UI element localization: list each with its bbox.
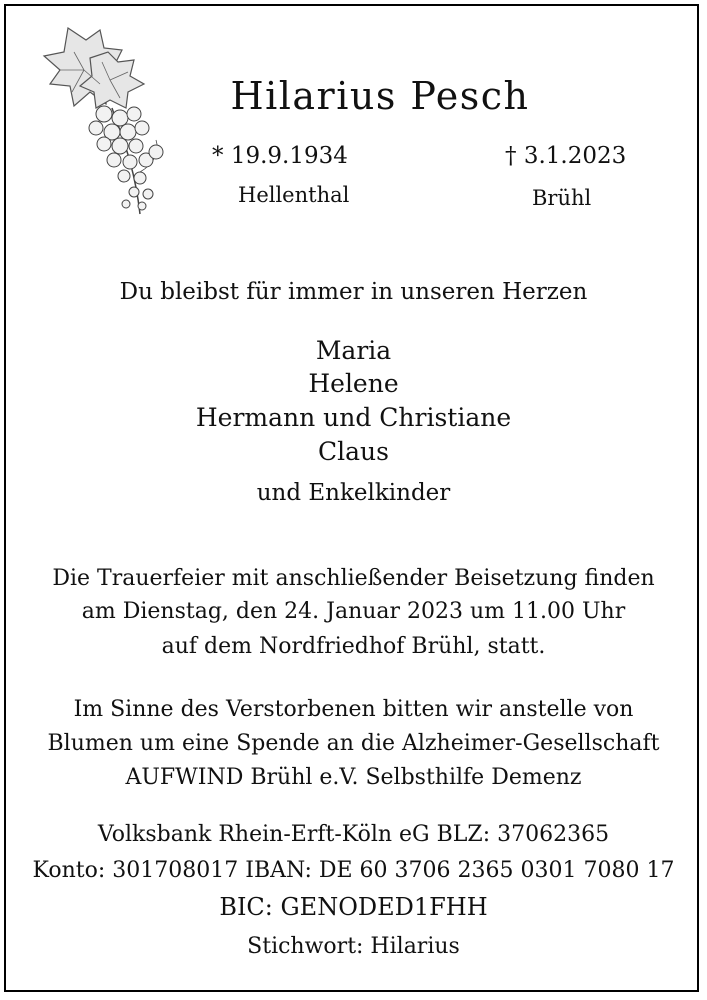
grape-vine-icon: [30, 22, 175, 227]
family-member: Hermann und Christiane: [195, 403, 512, 432]
family-member: Helene: [308, 369, 399, 398]
family-member: Claus: [318, 437, 389, 466]
donation-line: Im Sinne des Verstorbenen bitten wir anstelle von: [73, 697, 634, 722]
motto: Du bleibst für immer in unseren Herzen: [119, 279, 588, 305]
deceased-name: Hilarius Pesch: [230, 74, 530, 118]
service-line: Die Trauerfeier mit anschließender Beisetzung finden: [52, 566, 655, 591]
service-line: auf dem Nordfriedhof Brühl, statt.: [161, 634, 546, 659]
donation-line: AUFWIND Brühl e.V. Selbsthilfe Demenz: [125, 765, 582, 790]
service-line: am Dienstag, den 24. Januar 2023 um 11.00 Uhr: [81, 599, 626, 624]
bank-line: Volksbank Rhein-Erft-Köln eG BLZ: 37062365: [97, 822, 610, 847]
birth-date-text: 19.9.1934: [230, 143, 348, 169]
death-date: [505, 143, 626, 169]
bank-line: Konto: 301708017 IBAN: DE 60 3706 2365 0301 7080 17: [32, 858, 675, 883]
birth-symbol: *: [212, 143, 224, 169]
death-date-text: 3.1.2023: [523, 143, 627, 169]
family-grandchildren: und Enkelkinder: [256, 480, 451, 506]
birth-place: Hellenthal: [238, 183, 350, 207]
family-member: Maria: [315, 336, 392, 365]
bank-bic: BIC: GENODED1FHH: [219, 893, 488, 921]
donation-line: Blumen um eine Spende an die Alzheimer-Gesellschaft: [47, 731, 660, 756]
death-symbol: †: [505, 143, 517, 169]
death-place: Brühl: [532, 186, 592, 210]
birth-date: [212, 143, 348, 169]
keyword: Stichwort: Hilarius: [247, 934, 460, 959]
